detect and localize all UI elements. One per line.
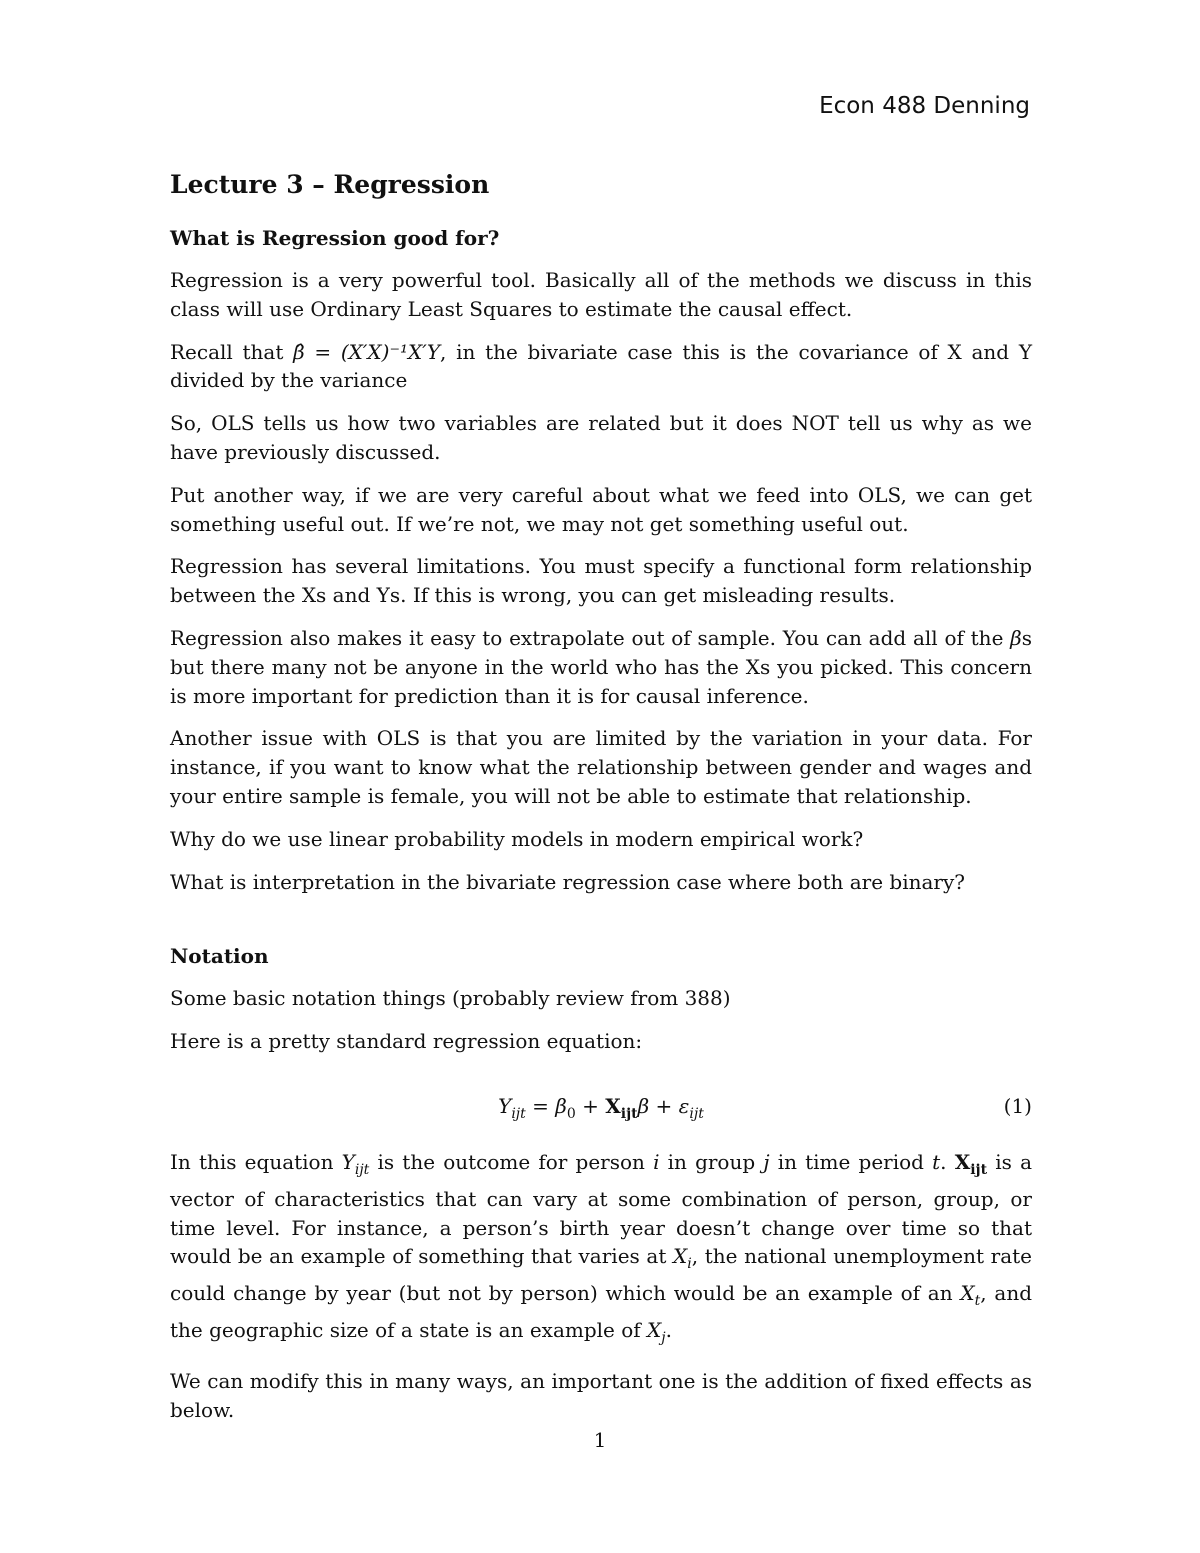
- paragraph-question-lpm: Why do we use linear probability models in modern empirical work?: [170, 826, 864, 851]
- paragraph-ols-why: So, OLS tells us how two variables are related but it does NOT tell us why as we have previously discussed.: [170, 411, 1032, 464]
- recall-prefix: Recall that: [170, 339, 294, 364]
- paragraph-limitations: Regression has several limitations. You must specify a functional form relationship between the Xs and Ys. If this is wrong, you can get misleading results.: [170, 554, 1032, 608]
- beta-symbol: β: [1010, 625, 1022, 650]
- extrapolate-prefix: Regression also makes it easy to extrapolate out of sample. You can add all of the: [170, 625, 1011, 650]
- paragraph-notation-explain: In this equation $Y_{ijt}$ is the outcome for person i in group j in time period t. $X_{ijt}$ is a vector of characteristics that can vary at some combination of person, group, or time level. For instance, a person’s birth year doesn’t change over time so that would be an example of something that varies at $X_i$, the national unemployment rate could change by year (but not by person) which would be an example of an $X_t$, and the geographic size of a state is an example of $X_j$.: [170, 1149, 1033, 1346]
- paragraph-intro: Regression is a very powerful tool. Basically all of the methods we discuss in this class will use Ordinary Least Squares to estimate the causal effect.: [170, 268, 1032, 321]
- paragraph-extrapolate: [170, 624, 1032, 710]
- lecture-title: Lecture 3 – Regression: [170, 170, 490, 199]
- paragraph-notation-lead: Here is a pretty standard regression equation:: [170, 1029, 643, 1054]
- section-heading-notation: Notation: [170, 944, 269, 969]
- course-header: Econ 488 Denning: [819, 93, 1030, 119]
- paragraph-closing: We can modify this in many ways, an important one is the addition of fixed effects as below.: [170, 1368, 1032, 1422]
- paragraph-careful: Put another way, if we are very careful about what we feed into OLS, we can get something useful out. If we’re not, we may not get something useful out.: [170, 482, 1032, 536]
- paragraph-recall: [170, 338, 1032, 396]
- paragraph-variation: Another issue with OLS is that you are limited by the variation in your data. For instance, if you want to know what the relationship between gender and wages and your entire sample is female, you will not be able to estimate that relationship.: [170, 726, 1032, 808]
- extrapolate-suffix: s but there many not be anyone in the world who has the Xs you picked. This concern is more important for prediction than it is for causal inference.: [170, 625, 1032, 708]
- paragraph-notation-intro: Some basic notation things (probably review from 388): [170, 986, 731, 1011]
- page-number: 1: [593, 1428, 607, 1452]
- recall-suffix: , in the bivariate case this is the covariance of X and Y divided by the variance: [170, 339, 1033, 393]
- equation-number: (1): [1003, 1093, 1032, 1118]
- paragraph-question-binary: What is interpretation in the bivariate regression case where both are binary?: [170, 869, 965, 894]
- page-content: [170, 168, 1032, 1438]
- regression-equation: [170, 1090, 1032, 1130]
- section-heading-regression: What is Regression good for?: [170, 226, 500, 250]
- section-gap: [170, 910, 1032, 942]
- ols-formula: β̂ = (X′X)⁻¹X′Y: [293, 339, 441, 364]
- equation-body: $Y_{ijt} = \beta_0 + X_{ijt}\beta + \varepsilon_{ijt}$: [498, 1093, 704, 1122]
